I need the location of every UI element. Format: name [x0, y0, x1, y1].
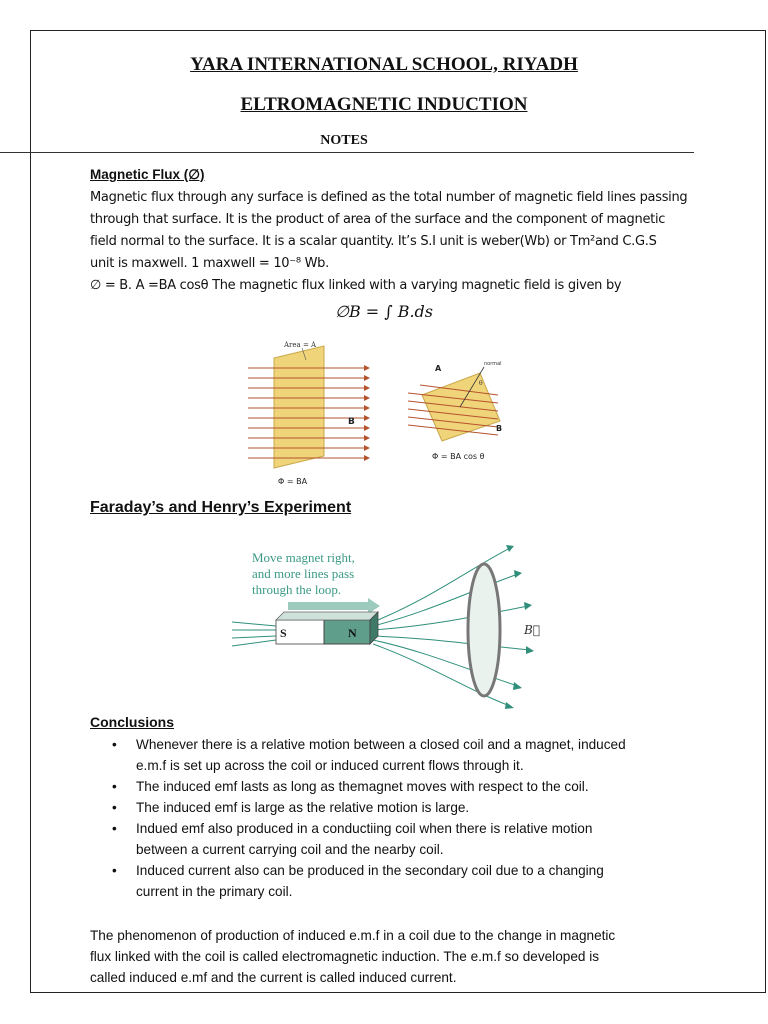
flux-line-1: Magnetic flux through any surface is defined as the total number of magnetic field lines passing — [90, 190, 688, 205]
fig3-field-label: B⃗ — [524, 623, 541, 637]
conclusion-4-line-1: • Indued emf also produced in a conductiing coil when there is relative motion — [136, 821, 593, 836]
magnet-n-label: N — [348, 626, 357, 640]
fig2-normal-label: normal — [484, 361, 502, 367]
notes-divider — [0, 152, 694, 153]
conclusion-item — [90, 860, 700, 902]
flux-line-2: through that surface. It is the product of area of the surface and the component of magnetic — [90, 212, 666, 227]
conclusions-list — [90, 734, 700, 902]
magnetic-flux-heading: Magnetic Flux (∅) — [90, 167, 205, 182]
flux-tilted-figure — [400, 355, 520, 465]
magnet-top — [276, 612, 378, 620]
conclusion-1-line-2: e.m.f is set up across the coil or induced current flows through it. — [136, 758, 524, 773]
conclusion-item — [90, 818, 700, 860]
faraday-heading: Faraday’s and Henry’s Experiment — [90, 499, 352, 516]
school-title: YARA INTERNATIONAL SCHOOL, RIYADH — [190, 54, 578, 75]
magnet-s-label: S — [280, 626, 287, 640]
definition-line-2: flux linked with the coil is called electromagnetic induction. The e.m.f so developed is — [90, 949, 600, 964]
definition-line-3: called induced e.mf and the current is called induced current. — [90, 970, 457, 985]
flux-integral-formula: ∅B = ∫ B.ds — [335, 302, 433, 321]
conclusion-5-line-2: current in the primary coil. — [136, 884, 293, 899]
conclusion-1-line-1: • Whenever there is a relative motion between a closed coil and a magnet, induced — [136, 737, 626, 752]
fig3-text-line-3: through the loop. — [252, 582, 342, 597]
fig1-field-label: B — [348, 417, 355, 427]
flux-perpendicular-figure — [244, 338, 374, 488]
fig3-text-line-1: Move magnet right, — [252, 550, 355, 565]
motion-arrow — [288, 598, 380, 614]
fig1-area-label: Area = A — [284, 341, 317, 349]
flux-line-3: field normal to the surface. It is a scalar quantity. It’s S.I unit is weber(Wb) or Tm²and C.G.S — [90, 234, 657, 249]
fig2-caption: Φ = BA cos θ — [432, 452, 485, 461]
magnet-loop-figure — [228, 540, 548, 710]
fig2-field-label: B — [496, 424, 503, 433]
flux-line-5: ∅ = B. A =BA cosθ The magnetic flux linked with a varying magnetic field is given by — [90, 278, 622, 293]
conclusions-heading: Conclusions — [90, 714, 175, 730]
magnet-north — [324, 620, 370, 644]
flux-line-4: unit is maxwell. 1 maxwell = 10⁻⁸ Wb. — [90, 256, 329, 271]
conclusion-2-line-1: • The induced emf lasts as long as themagnet moves with respect to the coil. — [136, 779, 589, 794]
conducting-loop — [468, 564, 500, 696]
conclusion-3-line-1: • The induced emf is large as the relative motion is large. — [136, 800, 470, 815]
fig2-area-label: A — [435, 364, 442, 373]
fig2-angle-label: θ — [479, 380, 483, 387]
conclusion-5-line-1: • Induced current also can be produced in the secondary coil due to a changing — [136, 863, 604, 878]
notes-label: NOTES — [320, 133, 368, 148]
conclusion-item — [90, 797, 700, 818]
area-plate — [274, 346, 324, 468]
definition-line-1: The phenomenon of production of induced e.m.f in a coil due to the change in magnetic — [90, 928, 616, 943]
fig3-text-line-2: and more lines pass — [252, 566, 355, 581]
conclusion-item — [90, 776, 700, 797]
definition-paragraph — [90, 925, 710, 988]
conclusion-4-line-2: between a current carrying coil and the nearby coil. — [136, 842, 444, 857]
document-title: ELTROMAGNETIC INDUCTION — [240, 94, 528, 115]
conclusion-item — [90, 734, 700, 776]
magnetic-flux-paragraph — [90, 187, 690, 297]
fig1-caption: Φ = BA — [278, 477, 308, 486]
